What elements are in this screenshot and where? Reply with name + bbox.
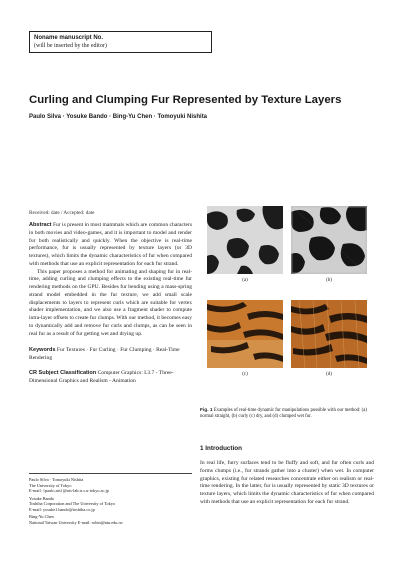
cr-subject-block bbox=[29, 370, 192, 386]
affiliation-1: Paulo Silva · Tomoyuki Nishita The University of Tokyo E-mail: {paulo,nis}@nis-lab.is.s.u-tokyo.ac.jp bbox=[29, 477, 109, 493]
manuscript-number-label: Noname manuscript No. bbox=[34, 35, 104, 41]
keywords-text: Fur Textures · Fur Curling · Fur Clumping · Real-Time Rendering bbox=[29, 347, 180, 361]
affiliation-2: Yosuke Bando Toshiba Corporation and The University of Tokyo E-mail: yosuke1.bando@toshiba.co.jp bbox=[29, 495, 116, 512]
abstract-paragraph-2: This paper proposes a method for animating and shaping fur in real-time, adding curling and clumping effects to the existing real-time fur rendering methods on the GPU. Besides fur bending using a mass-spring strand model embedded in the fur texture, we add small scale displacements to layers to represent curls which are suitable for vertex shader implementation, and we also use a fragment shader to compute intra-layer offsets to create fur clumps. With our method, it becomes easy to dynamically add and remove fur curls and clumps, as can be seen in real fur as a result of fur getting wet and drying up. bbox=[29, 268, 192, 337]
cow-fur-curly-image bbox=[291, 206, 367, 274]
manuscript-editor-note: (will be inserted by the editor) bbox=[34, 43, 107, 49]
left-column bbox=[29, 222, 192, 385]
introduction-body bbox=[200, 460, 374, 507]
manuscript-box bbox=[29, 31, 212, 53]
label-c: (c) bbox=[242, 372, 248, 377]
label-d: (d) bbox=[326, 372, 332, 377]
abstract-text-1: Fur is present in most mammals which are common characters in both movies and video-games, and it is important to model and render fur both realistically and quickly. When the objective is real-time performance, fur is usually represented by texture layers (or 3D textures), which limits the dynamic characteristics of fur when compared with methods that use an explicit representation for each fur strand. bbox=[29, 222, 192, 267]
introduction-paragraph: In real life, furry surfaces tend to be fluffy and soft, and fur often curls and forms clumps (i.e., fur strands gather into a cluster) when wet. In computer graphics, existing fur related researches concentrate either on realism or real-time rendering. In the latter, fur is usually represented by static 3D textures or texture layers, which limits the dynamic characteristics of fur when compared with methods that use an explicit representation for each fur strand. bbox=[200, 460, 374, 505]
keywords-label: Keywords bbox=[29, 347, 56, 354]
affiliation-footnote bbox=[29, 473, 192, 527]
fur-image-b bbox=[291, 206, 367, 274]
keywords-block bbox=[29, 347, 192, 363]
cow-fur-straight-image bbox=[207, 206, 283, 274]
author-list: Paulo Silva · Yosuke Bando · Bing-Yu Chen · Tomoyuki Nishita bbox=[29, 114, 208, 120]
paper-title: Curling and Clumping Fur Represented by Texture Layers bbox=[29, 94, 342, 106]
abstract-paragraph-1 bbox=[29, 222, 192, 269]
received-date: Received: date / Accepted: date bbox=[29, 210, 95, 216]
section-heading: 1 Introduction bbox=[200, 445, 242, 452]
figure-caption bbox=[200, 408, 374, 420]
fur-image-d bbox=[291, 300, 367, 368]
label-b: (b) bbox=[326, 278, 332, 283]
figure-caption-label: Fig. 1 bbox=[200, 408, 213, 413]
label-a: (a) bbox=[242, 278, 248, 283]
cr-subject-text: Computer Graphics: I.3.7 - Three-Dimensional Graphics and Realism - Animation bbox=[29, 369, 174, 384]
fur-image-c bbox=[207, 300, 283, 368]
figure-caption-text: Examples of real-time dynamic fur manipulations possible with our method: (a) normal straight, (b) curly (c) dry, and (d) clumped wet fur. bbox=[200, 408, 367, 420]
tiger-fur-wet-image bbox=[291, 300, 367, 368]
affiliation-3: Bing-Yu Chen National Taiwan University E-mail: robin@ntu.edu.tw bbox=[29, 514, 123, 525]
tiger-fur-dry-image bbox=[207, 300, 283, 368]
cr-subject-label: CR Subject Classification bbox=[29, 369, 97, 376]
abstract-label: Abstract bbox=[29, 222, 52, 228]
fur-image-a bbox=[207, 206, 283, 274]
